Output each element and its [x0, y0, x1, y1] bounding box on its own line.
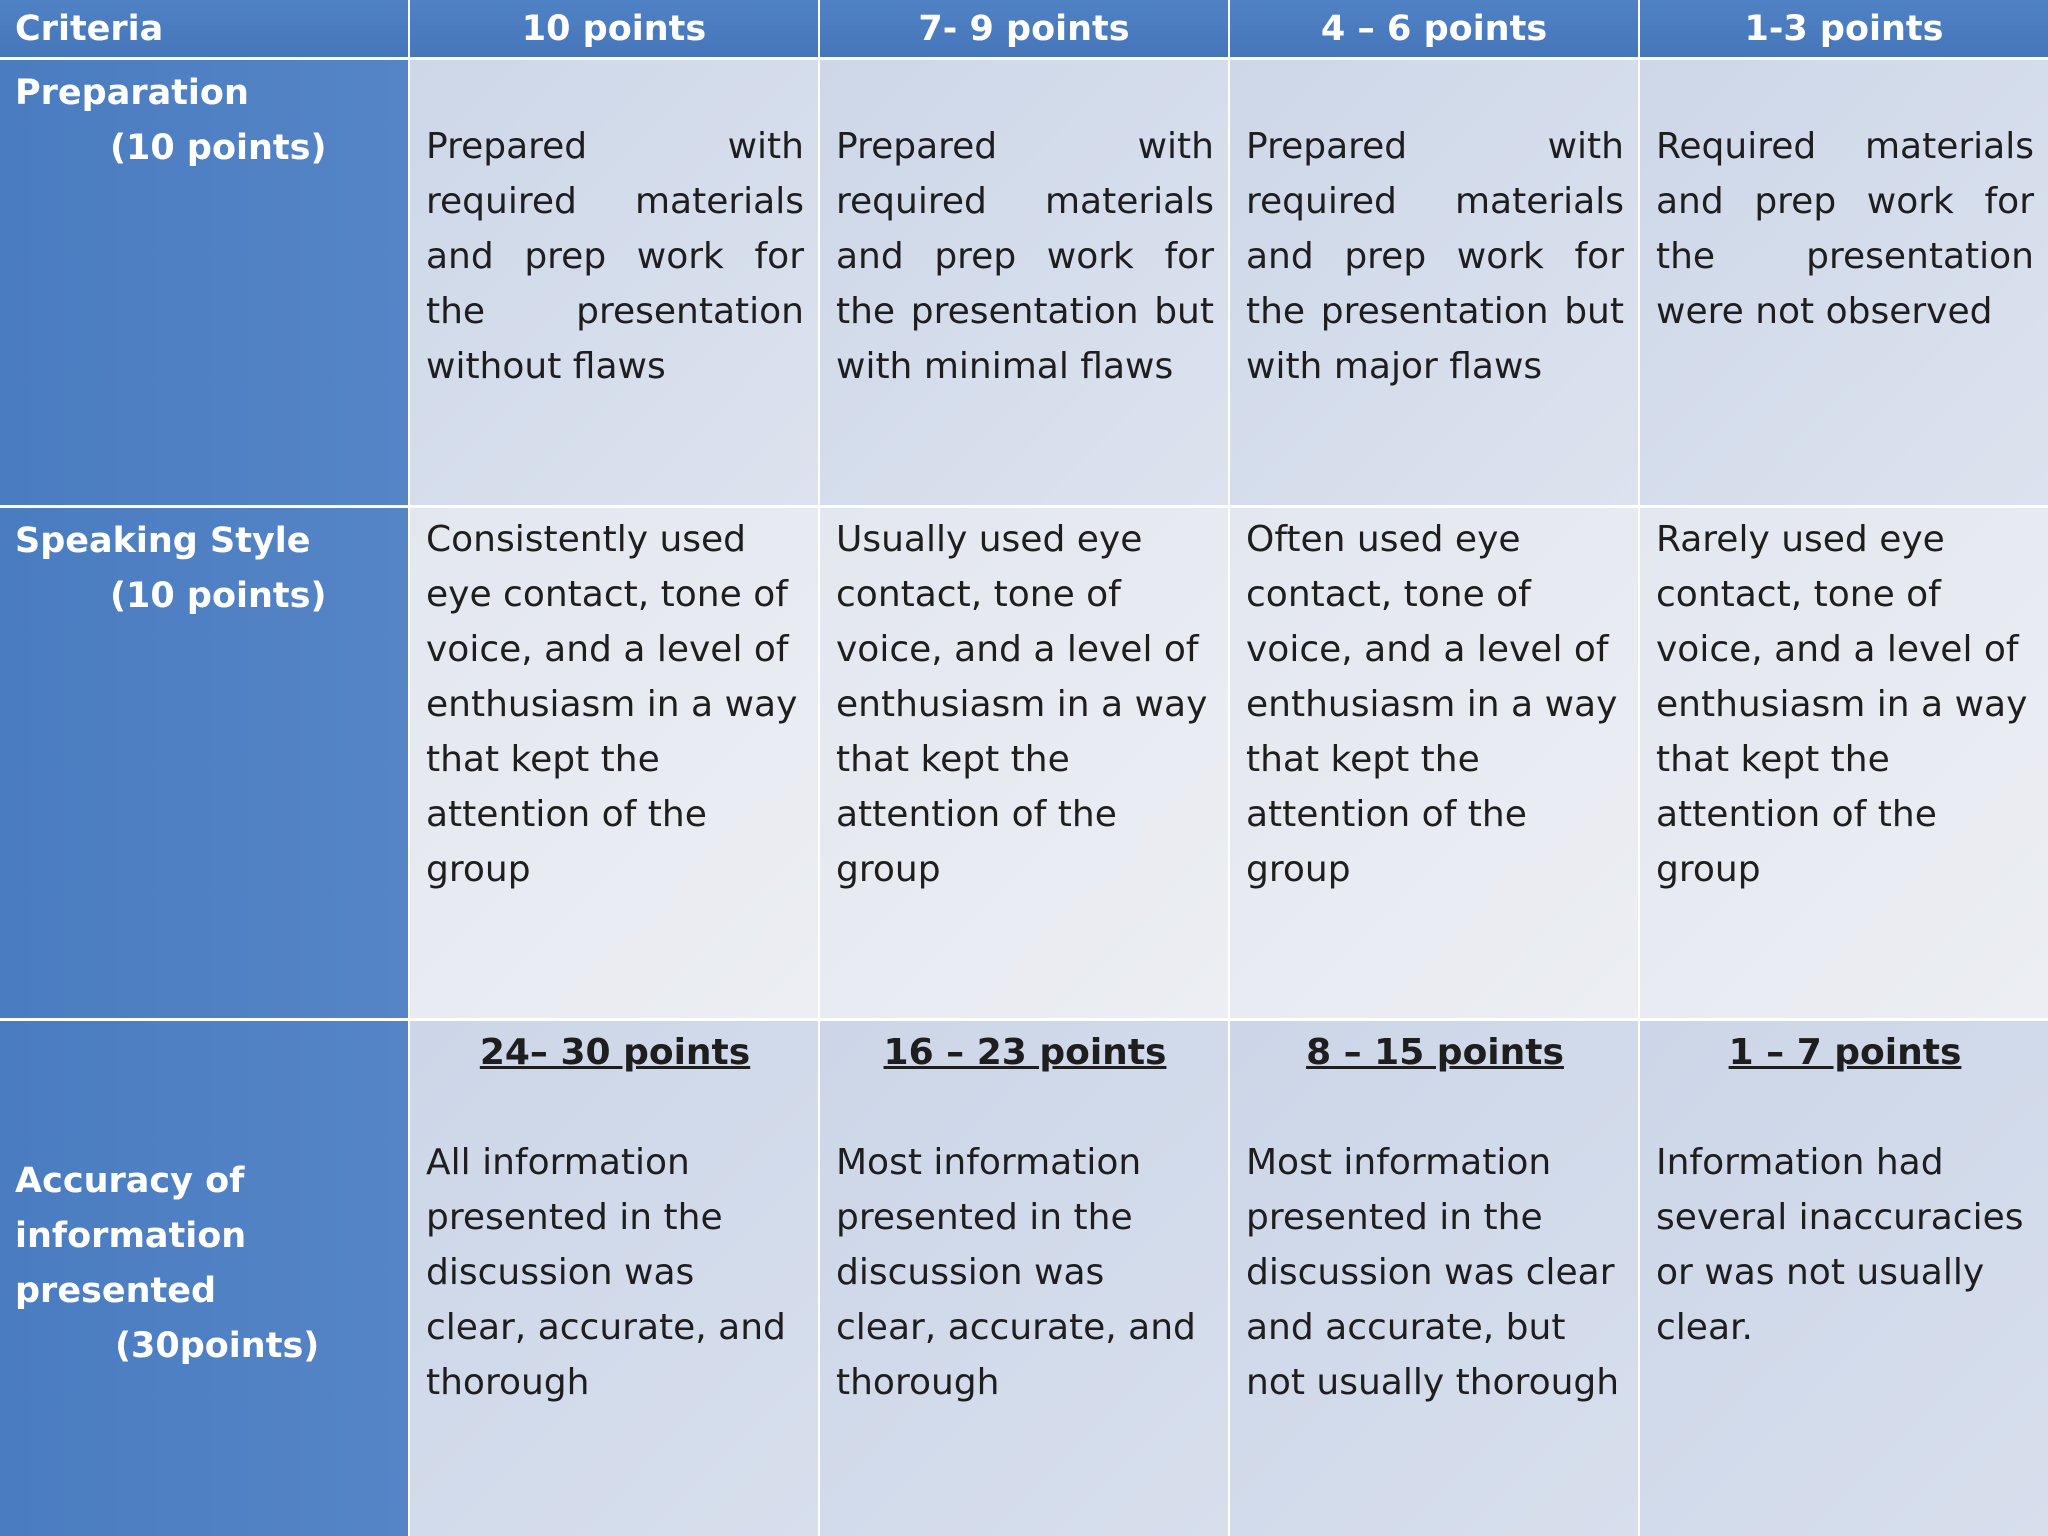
criterion-points: (30points) [115, 1325, 320, 1366]
preparation-cell-10 [410, 60, 820, 508]
header-7-9-points: 7- 9 points [820, 0, 1230, 60]
criterion-accuracy [0, 1021, 410, 1536]
cell-text: Prepared with required materials and prep work for the presentation without flaws [426, 126, 804, 387]
accuracy-cell-8-15 [1230, 1021, 1640, 1536]
cell-text: Prepared with required materials and prep work for the presentation but with major flaws [1246, 126, 1624, 387]
cell-text: Prepared with required materials and prep work for the presentation but with minimal flaws [836, 126, 1214, 387]
cell-text: Information had several inaccuracies or was not usually clear. [1656, 1142, 2024, 1348]
preparation-cell-1-3 [1640, 60, 2048, 508]
criterion-label: Preparation [15, 73, 249, 113]
range-heading: 16 – 23 points [883, 1032, 1167, 1073]
range-heading: 8 – 15 points [1306, 1032, 1564, 1073]
header-4-6-points: 4 – 6 points [1230, 0, 1640, 60]
cell-text: Rarely used eye contact, tone of voice, and a level of enthusiasm in a way that kept the attention of the group [1656, 519, 2028, 890]
criterion-speaking-style [0, 508, 410, 1021]
range-heading: 24– 30 points [479, 1032, 751, 1073]
speaking-cell-1-3 [1640, 508, 2048, 1021]
criterion-label: Speaking Style [15, 521, 311, 561]
accuracy-cell-1-7 [1640, 1021, 2048, 1536]
header-10-points: 10 points [410, 0, 820, 60]
speaking-cell-10 [410, 508, 820, 1021]
header-criteria: Criteria [0, 0, 410, 60]
speaking-cell-4-6 [1230, 508, 1640, 1021]
cell-text: Required materials and prep work for the presentation were not observed [1656, 126, 2034, 332]
cell-text: Most information presented in the discussion was clear and accurate, but not usually thorough [1246, 1142, 1620, 1403]
range-heading: 1 – 7 points [1728, 1032, 1962, 1073]
speaking-cell-7-9 [820, 508, 1230, 1021]
criterion-label: Accuracy of information presented [15, 1160, 247, 1311]
criterion-preparation [0, 60, 410, 508]
accuracy-cell-24-30 [410, 1021, 820, 1536]
accuracy-cell-16-23 [820, 1021, 1230, 1536]
cell-text: All information presented in the discussion was clear, accurate, and thorough [426, 1142, 786, 1403]
criterion-points: (10 points) [110, 128, 327, 168]
header-1-3-points: 1-3 points [1640, 0, 2048, 60]
cell-text: Often used eye contact, tone of voice, and a level of enthusiasm in a way that kept the attention of the group [1246, 519, 1618, 890]
preparation-cell-7-9 [820, 60, 1230, 508]
cell-text: Usually used eye contact, tone of voice, and a level of enthusiasm in a way that kept the attention of the group [836, 519, 1208, 890]
preparation-cell-4-6 [1230, 60, 1640, 508]
cell-text: Most information presented in the discussion was clear, accurate, and thorough [836, 1142, 1196, 1403]
criterion-points: (10 points) [110, 576, 327, 616]
cell-text: Consistently used eye contact, tone of voice, and a level of enthusiasm in a way that kept the attention of the group [426, 519, 798, 890]
